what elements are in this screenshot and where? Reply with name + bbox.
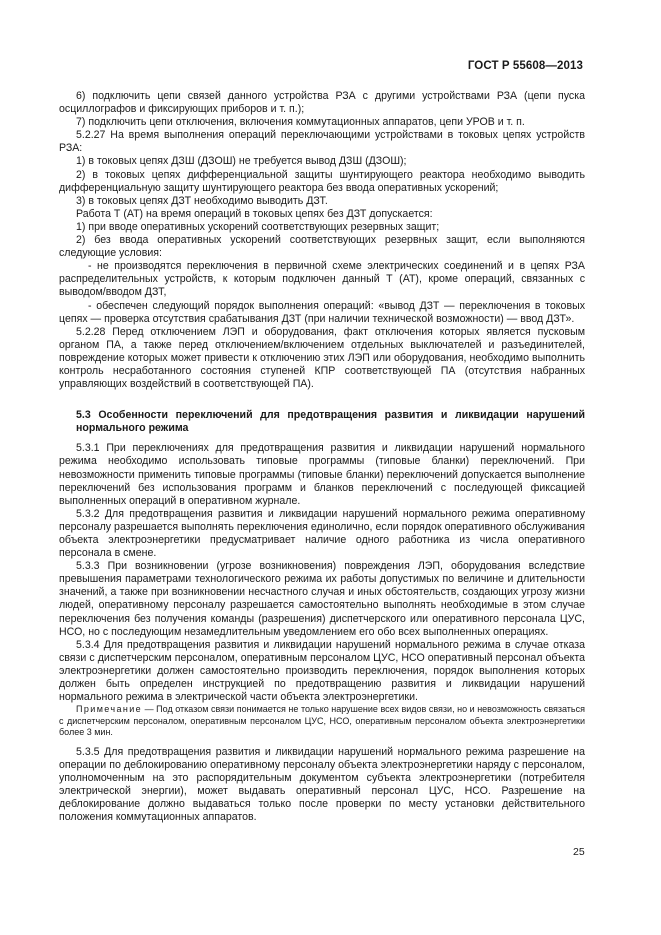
paragraph: 5.2.27 На время выполнения операций переключающими устройствами в токовых цепях устройств РЗА: bbox=[59, 129, 585, 155]
dash-item: - не производятся переключения в первичной схеме электрических соединений и в цепях РЗА распределительных устройств, к которым подключен данный Т (АТ), кроме операций, связанных с выводом/вводом ДЗТ, bbox=[59, 260, 585, 299]
document-number: ГОСТ Р 55608—2013 bbox=[467, 60, 583, 72]
paragraph: 5.3.4 Для предотвращения развития и ликвидации нарушений нормального режима в случае отказа связи с диспетчерским персоналом, оперативным персоналом ЦУС, НСО оперативный персонал объекта электроэнергетики должен самостоятельно производить переключения, порядок выполнения которых должен быть определен инструкцией по предотвращению развития и ликвидации нарушений нормального режима в электрической части объекта электроэнергетики. bbox=[59, 638, 585, 704]
paragraph: Работа Т (АТ) на время операций в токовых цепях без ДЗТ допускается: bbox=[76, 207, 433, 220]
list-item: 1) в токовых цепях ДЗШ (ДЗОШ) не требуется вывод ДЗШ (ДЗОШ); bbox=[76, 155, 407, 168]
page-number: 25 bbox=[573, 846, 585, 858]
paragraph: 6) подключить цепи связей данного устройства РЗА с другими устройствами РЗА (цепи пуска осциллографов и фиксирующих приборов и т. п.); bbox=[59, 90, 585, 116]
note bbox=[59, 704, 585, 739]
list-item: 2) в токовых цепях дифференциальной защиты шунтирующего реактора необходимо выводить дифференциальную защиту шунтирующего реактора без ввода оперативных ускорений; bbox=[59, 168, 585, 194]
page-body bbox=[59, 90, 585, 825]
paragraph: 5.3.5 Для предотвращения развития и ликвидации нарушений нормального режима разрешение на операции по деблокированию оперативному персоналу объекта электроэнергетики наряду с персоналом, уполномоченным на это распорядительным документом субъекта электроэнергетики (потребителя электрической энергии), может выдавать оперативный персонал ЦУС, НСО. Разрешение на деблокирование должно выдаваться только после проверки по месту установки действительного положения коммутационных аппаратов. bbox=[59, 746, 585, 824]
list-item: 1) при вводе оперативных ускорений соответствующих резервных защит; bbox=[76, 220, 440, 233]
section-title: 5.3 Особенности переключений для предотвращения развития и ликвидации нарушений нормального режима bbox=[76, 409, 585, 435]
list-item: 3) в токовых цепях ДЗТ необходимо выводить ДЗТ. bbox=[76, 194, 328, 207]
paragraph: 5.3.3 При возникновении (угрозе возникновения) повреждения ЛЭП, оборудования вследствие превышения параметрами технологического режима их работы допустимых по величине и длительности значений, а также при возникновении несчастного случая и иных обстоятельств, создающих угрозу жизни людей, оперативному персоналу разрешается самостоятельно выполнять необходимые в этом случае переключения без получения команды (разрешения) диспетчерского или оперативного персонала ЦУС, НСО, но с последующим незамедлительным уведомлением его обо всех выполненных операциях. bbox=[59, 560, 585, 638]
paragraph: 7) подключить цепи отключения, включения коммутационных аппаратов, цепи УРОВ и т. п. bbox=[76, 116, 525, 129]
paragraph: 5.3.1 При переключениях для предотвращения развития и ликвидации нарушений нормального режима необходимо использовать типовые программы (типовые бланки) переключений. При невозможности применить типовые программы (типовые бланки) переключений допускается выполнение переключений без использования программ и бланков переключений с последующей фиксацией выполненных операций в оперативном журнале. bbox=[59, 442, 585, 507]
dash-item: - обеспечен следующий порядок выполнения операций: «вывод ДЗТ — переключения в токовых цепях — проверка отсутствия срабатывания ДЗТ (при наличии технической возможности) — ввод ДЗТ». bbox=[59, 299, 585, 325]
note-label: Примечание bbox=[76, 704, 143, 715]
note-text: — Под отказом связи понимается не только нарушение всех видов связи, но и невозможность связаться с диспетчерским персоналом, оперативным персоналом ЦУС, НСО, оперативным персоналом объекта электроэнергетики более 3 мин. bbox=[59, 704, 585, 738]
paragraph: 5.3.2 Для предотвращения развития и ликвидации нарушений нормального режима оперативному персоналу разрешается выполнять переключения единолично, если порядок оперативного обслуживания объекта электроэнергетики предусматривает наличие одного работника из числа оперативного персонала в смене. bbox=[59, 507, 585, 560]
paragraph: 5.2.28 Перед отключением ЛЭП и оборудования, факт отключения которых является пусковым органом ПА, а также перед отключением/включением отдельных выключателей и разъединителей, повреждение которых может привести к отключению этих ЛЭП или оборудования, необходимо выполнить контроль несработанного состояния ступеней КПР соответствующей ПА (отсутствия набранных управляющих воздействий в соответствующей ПА). bbox=[59, 325, 585, 391]
list-item: 2) без ввода оперативных ускорений соответствующих резервных защит, если выполняются следующие условия: bbox=[59, 234, 585, 260]
